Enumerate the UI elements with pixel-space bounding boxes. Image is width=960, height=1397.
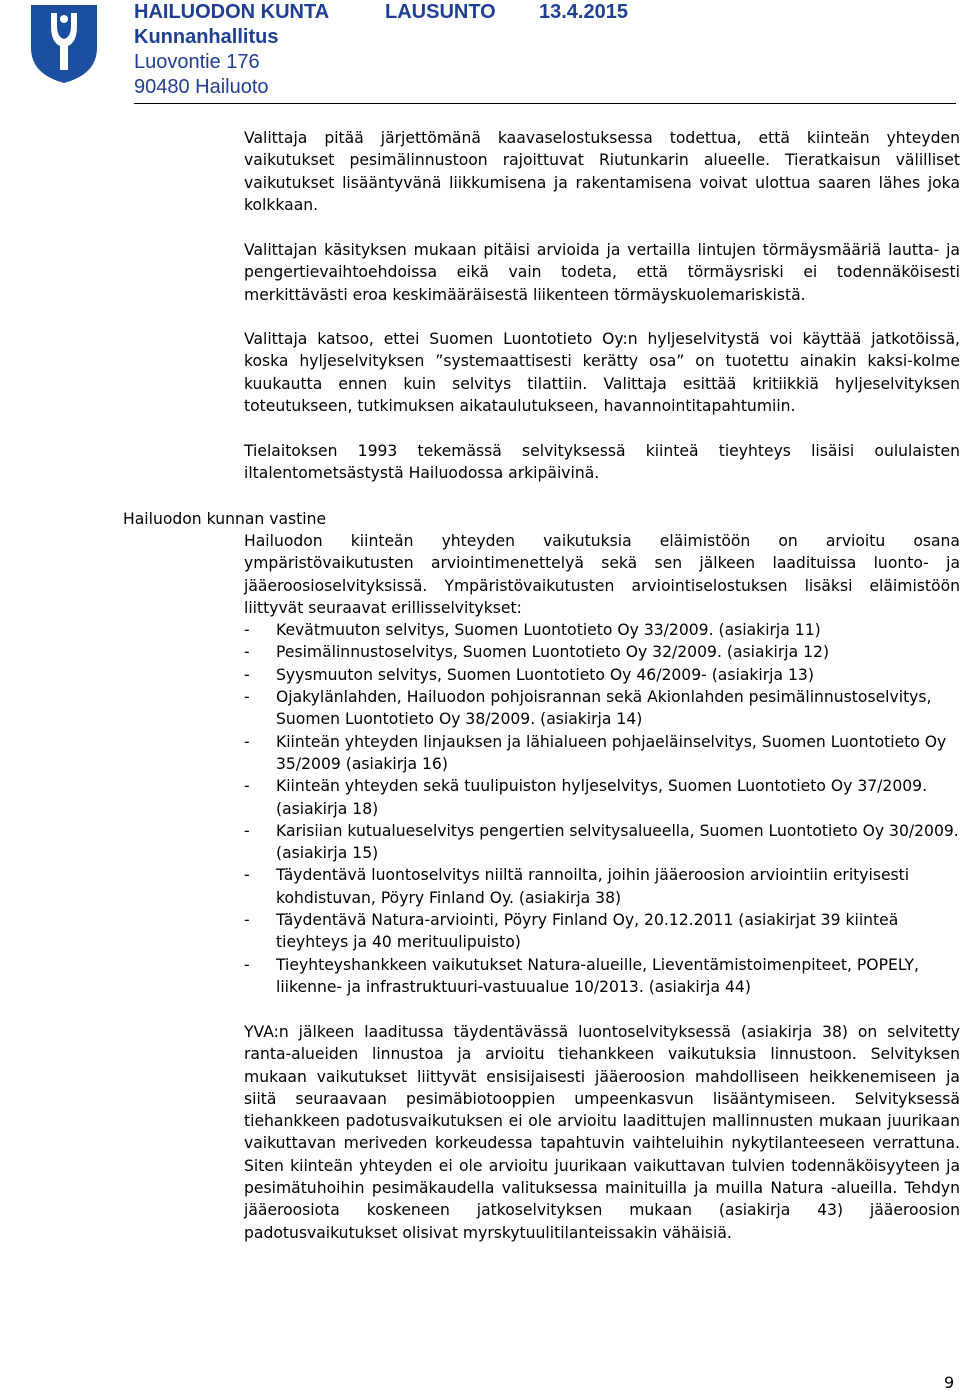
header-divider bbox=[134, 103, 956, 104]
appeal-paragraph-4 bbox=[244, 440, 960, 485]
list-bullet: - bbox=[244, 866, 250, 885]
appeal-paragraph-3 bbox=[244, 328, 960, 417]
document-date: 13.4.2015 bbox=[539, 1, 628, 23]
paragraph-text: Valittaja pitää järjettömänä kaavaselostuksessa todettua, että kiinteän yhteyden vaikutukset pesimälinnustoon rajoittuvat Riutunkarin alueelle. Tieratkaisun välilliset vaikutukset lisääntyvänä liikkumisena ja rakentamisena voivat ulottua saaren lähes joka kolkkaan. bbox=[244, 129, 960, 214]
municipal-crest-icon bbox=[30, 4, 98, 84]
organization-name: HAILUODON KUNTA bbox=[134, 1, 330, 23]
street-address: Luovontie 176 bbox=[134, 51, 260, 73]
paragraph-text: Valittaja katsoo, ettei Suomen Luontotieto Oy:n hyljeselvitystä voi käyttää jatkotöissä, koska hyljeselvityksen ”systemaattisesti kerätty osa” on tuotettu ainakin kaksi-kolme kuukautta ennen kuin selvitys tilattiin. Valittaja esittää kritiikkiä hyljeselvityksen toteutukseen, tutkimuksen aikataulutukseen, havannointitapahtumiin. bbox=[244, 330, 960, 415]
list-item: - Täydentävä luontoselvitys niiltä rannoilta, joihin jääeroosion arviointiin erityisesti kohdistuvan, Pöyry Finland Oy. (asiakirja 38) bbox=[244, 866, 910, 907]
list-item: - Kevätmuuton selvitys, Suomen Luontotieto Oy 33/2009. (asiakirja 11) bbox=[244, 619, 960, 641]
list-bullet: - bbox=[244, 821, 250, 840]
response-heading: Hailuodon kunnan vastine bbox=[123, 510, 327, 528]
response-paragraph-2 bbox=[244, 1021, 960, 1244]
list-item: - Kiinteän yhteyden linjauksen ja lähialueen pohjaeläinselvitys, Suomen Luontotieto Oy 35/2009 (asiakirja 16) bbox=[244, 732, 947, 773]
list-bullet: - bbox=[244, 732, 250, 751]
letterhead bbox=[134, 0, 960, 100]
response-intro: Hailuodon kiinteän yhteyden vaikutuksia eläimistöön on arvioitu osana ympäristövaikutusten arviointimenettelyä sekä sen jälkeen laadituissa luonto- ja jääeroosioselvityksissä. Ympäristövaikutusten arviointiselostuksen lisäksi eläimistöön liittyvät seuraavat erillisselvitykset: bbox=[244, 532, 960, 617]
list-bullet: - bbox=[244, 955, 250, 974]
list-bullet: - bbox=[244, 665, 250, 684]
paragraph-text: Valittajan käsityksen mukaan pitäisi arvioida ja vertailla lintujen törmäysmääriä lautta- ja pengertievaihtoehdoissa eikä vain todeta, että törmäysriski ei todennäköisesti merkittävästi eroa keskimääräisestä liikenteen törmäyskuolemariskistä. bbox=[244, 241, 960, 304]
postal-address: 90480 Hailuoto bbox=[134, 76, 269, 98]
list-bullet: - bbox=[244, 643, 250, 662]
list-item: - Kiinteän yhteyden sekä tuulipuiston hyljeselvitys, Suomen Luontotieto Oy 37/2009. (asiakirja 18) bbox=[244, 777, 928, 818]
list-bullet: - bbox=[244, 911, 250, 930]
appeal-paragraph-1 bbox=[244, 127, 960, 216]
report-list bbox=[244, 619, 960, 998]
appeal-paragraph-2 bbox=[244, 239, 960, 306]
list-item: - Täydentävä Natura-arviointi, Pöyry Finland Oy, 20.12.2011 (asiakirjat 39 kiinteä tieyhteys ja 40 merituulipuisto) bbox=[244, 911, 899, 952]
document-type: LAUSUNTO bbox=[385, 1, 496, 23]
list-bullet: - bbox=[244, 777, 250, 796]
paragraph-text: YVA:n jälkeen laaditussa täydentävässä luontoselvityksessä (asiakirja 38) on selvitetty ranta-alueiden linnustoa ja arvioitu tiehankkeen vaikutuksia linnustoon. Selvityksen mukaan vaikutukset liittyvät ensisijaisesti jääeroosion mahdolliseen heikkenemiseen ja siitä seuraavaan pesimäbiotooppien umpeenkasvun lisääntymiseen. Selvityksessä tiehankkeen padotusvaikutuksen ei ole arvioitu laadittujen mallinnusten mukaan juurikaan vaikuttavan meriveden korkeudessa tapahtuvin vaihteluihin nykytilanteeseen verrattuna. Siten kiinteän yhteyden ei ole arvioitu juurikaan vaikuttavan tulvien todennäköisyyteen ja pesimätuhoihin pesimäkaudella valituksessa mainituilla ja muilla Natura -alueilla. Tehdyn jääeroosiota koskeneen jatkoselvityksen mukaan (asiakirja 43) jääeroosion padotusvaikutukset olisivat myrskytuulitilanteissakin vähäisiä. bbox=[244, 1023, 960, 1242]
list-item: - Tieyhteyshankkeen vaikutukset Natura-alueille, Lieventämistoimenpiteet, POPELY, liikenne- ja infrastruktuuri-vastuualue 10/2013. (asiakirja 44) bbox=[244, 955, 919, 996]
list-bullet: - bbox=[244, 621, 250, 640]
list-bullet: - bbox=[244, 688, 250, 707]
page-number: 9 bbox=[944, 1373, 955, 1392]
list-item: - Ojakylänlahden, Hailuodon pohjoisrannan sekä Akionlahden pesimälinnustoselvitys, Suomen Luontotieto Oy 38/2009. (asiakirja 14) bbox=[244, 688, 932, 729]
list-item: - Syysmuuton selvitys, Suomen Luontotieto Oy 46/2009- (asiakirja 13) bbox=[244, 664, 960, 686]
list-item: - Pesimälinnustoselvitys, Suomen Luontotieto Oy 32/2009. (asiakirja 12) bbox=[244, 641, 960, 663]
response-section bbox=[244, 530, 960, 998]
issuing-unit: Kunnanhallitus bbox=[134, 26, 279, 48]
list-item: - Karisiian kutualueselvitys pengertien selvitysalueella, Suomen Luontotieto Oy 30/2009. (asiakirja 15) bbox=[244, 821, 959, 863]
paragraph-text: Tielaitoksen 1993 tekemässä selvityksessä kiinteä tieyhteys lisäisi oululaisten iltalentometsästystä Hailuodossa arkipäivinä. bbox=[244, 442, 960, 483]
